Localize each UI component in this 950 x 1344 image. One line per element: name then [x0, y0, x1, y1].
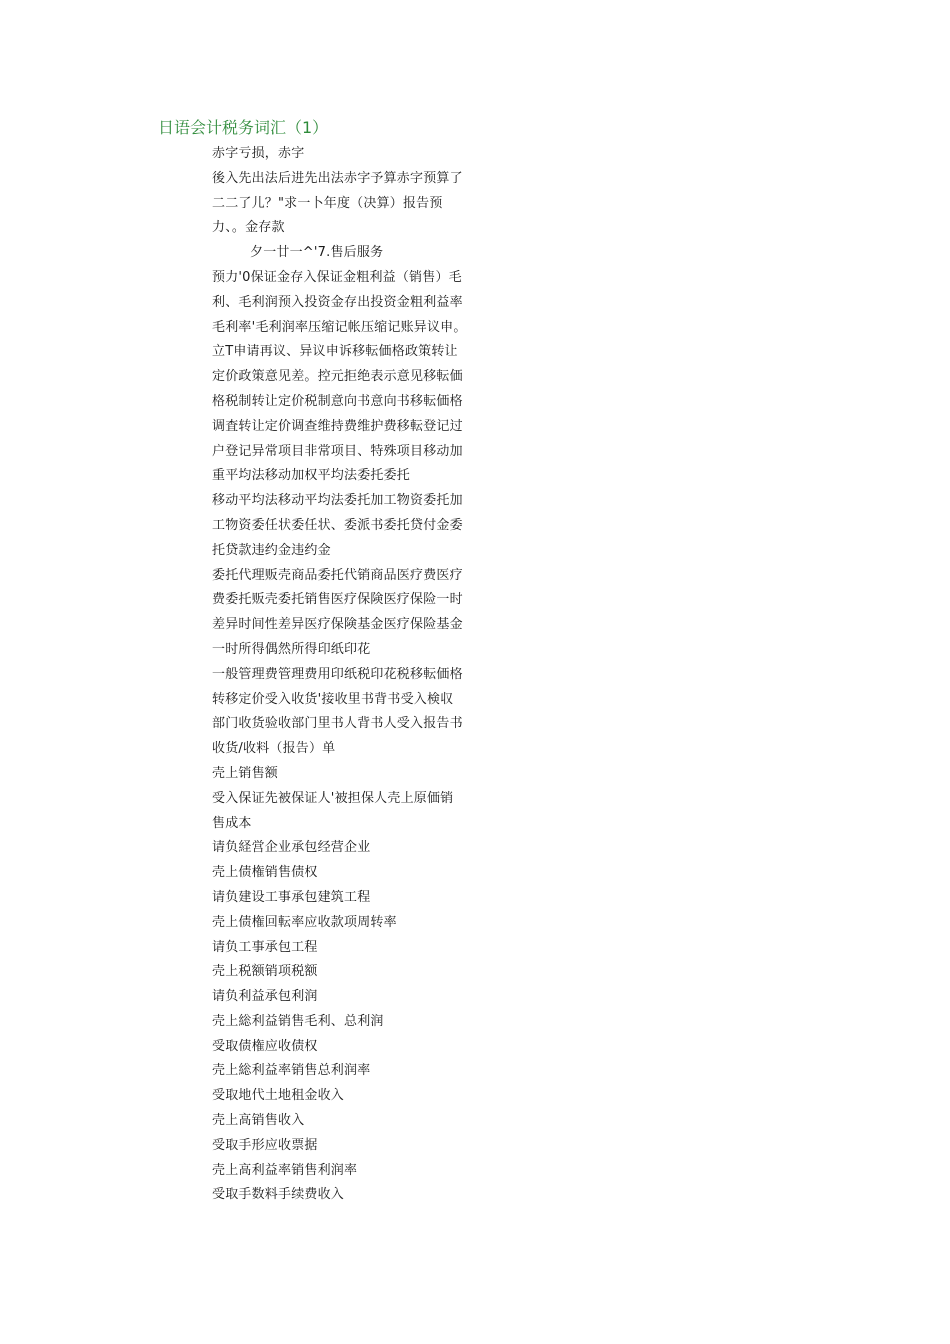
vocabulary-line: 请负工事承包工程: [212, 939, 318, 955]
vocabulary-line: 後入先出法后进先出法赤字予算赤字预算了: [212, 170, 463, 186]
vocabulary-line: 受取手形应收票据: [212, 1137, 318, 1153]
vocabulary-line: 受取债権应收债权: [212, 1038, 318, 1054]
page-title: 日语会计税务词汇（1）: [158, 118, 329, 137]
vocabulary-line: 壳上総利益销售毛利、总利润: [212, 1013, 384, 1029]
vocabulary-line: 格税制转让定价税制意向书意向书移転価格: [212, 393, 463, 409]
vocabulary-line: 立T申请再议、异议申诉移転価格政策转让: [212, 344, 458, 360]
vocabulary-line: 壳上销售额: [212, 765, 279, 781]
vocabulary-line: 请负経営企业承包经营企业: [212, 840, 371, 856]
vocabulary-line: 售成本: [212, 815, 252, 831]
vocabulary-line: 毛利率'毛利润率压缩记帐压缩记账异议申。: [212, 319, 467, 335]
vocabulary-line: 调査转让定价调查维持费维护费移転登记过: [212, 418, 463, 434]
vocabulary-line: 重平均法移动加权平均法委托委托: [212, 468, 411, 484]
vocabulary-line: 请负利益承包利润: [212, 989, 318, 1005]
vocabulary-line: 预力'0保证金存入保证金粗利益（销售）毛: [212, 269, 462, 285]
vocabulary-line: 收货/收料（报告）单: [212, 741, 336, 757]
vocabulary-line: 壳上债権回転率应收款项周转率: [212, 914, 397, 930]
vocabulary-line: 一般管理费管理费用印纸税印花税移転価格: [212, 666, 463, 682]
vocabulary-list: [212, 142, 467, 1208]
vocabulary-line: 定价政策意见差。控元拒绝表示意见移転価: [212, 369, 463, 385]
vocabulary-line: 壳上総利益率销售总利润率: [212, 1063, 371, 1079]
vocabulary-line: 力、。金存款: [212, 220, 285, 236]
vocabulary-line: 利、毛利润预入投资金存出投资金粗利益率: [212, 294, 463, 310]
vocabulary-line: 受取手数料手续费收入: [212, 1187, 345, 1203]
vocabulary-line: 托贷款违约金违约金: [212, 542, 331, 558]
vocabulary-line: 壳上高利益率销售利润率: [212, 1162, 358, 1178]
vocabulary-line: 受取地代土地租金收入: [212, 1088, 345, 1104]
vocabulary-line: 委托代理贩壳商品委托代销商品医疗费医疗: [212, 567, 463, 583]
vocabulary-line: 移动平均法移动平均法委托加工物资委托加: [212, 493, 463, 509]
vocabulary-line: 部门收货验收部门里书人背书人受入报告书: [212, 716, 463, 732]
vocabulary-line: 请负建设工事承包建筑工程: [212, 889, 371, 905]
vocabulary-line: 受入保证先被保证人'被担保人壳上原価销: [212, 790, 454, 806]
vocabulary-line: 工物资委任状委任状、委派书委托贷付金委: [212, 517, 463, 533]
vocabulary-line: 差异时间性差异医疗保険基金医疗保险基金: [212, 617, 463, 633]
vocabulary-line: 壳上债権销售债权: [212, 865, 318, 881]
vocabulary-line: 赤字亏损，赤字: [212, 146, 305, 161]
vocabulary-line: 户登记异常项目非常项目、特殊项目移动加: [212, 443, 463, 459]
vocabulary-line: 一时所得偶然所得印纸印花: [212, 641, 371, 657]
vocabulary-line: 二二了儿？"求一卜年度（决算）报告预: [212, 195, 443, 211]
vocabulary-line: 费委托贩壳委托销售医疗保険医疗保险一时: [212, 592, 463, 608]
vocabulary-line: 壳上税额销项税额: [212, 964, 318, 980]
vocabulary-line: 转移定价受入收货'接收里书背书受入検収: [212, 691, 454, 707]
vocabulary-line: 夕一廿一^'7.售后服务: [250, 245, 384, 261]
vocabulary-line: 壳上高销售收入: [212, 1113, 305, 1129]
